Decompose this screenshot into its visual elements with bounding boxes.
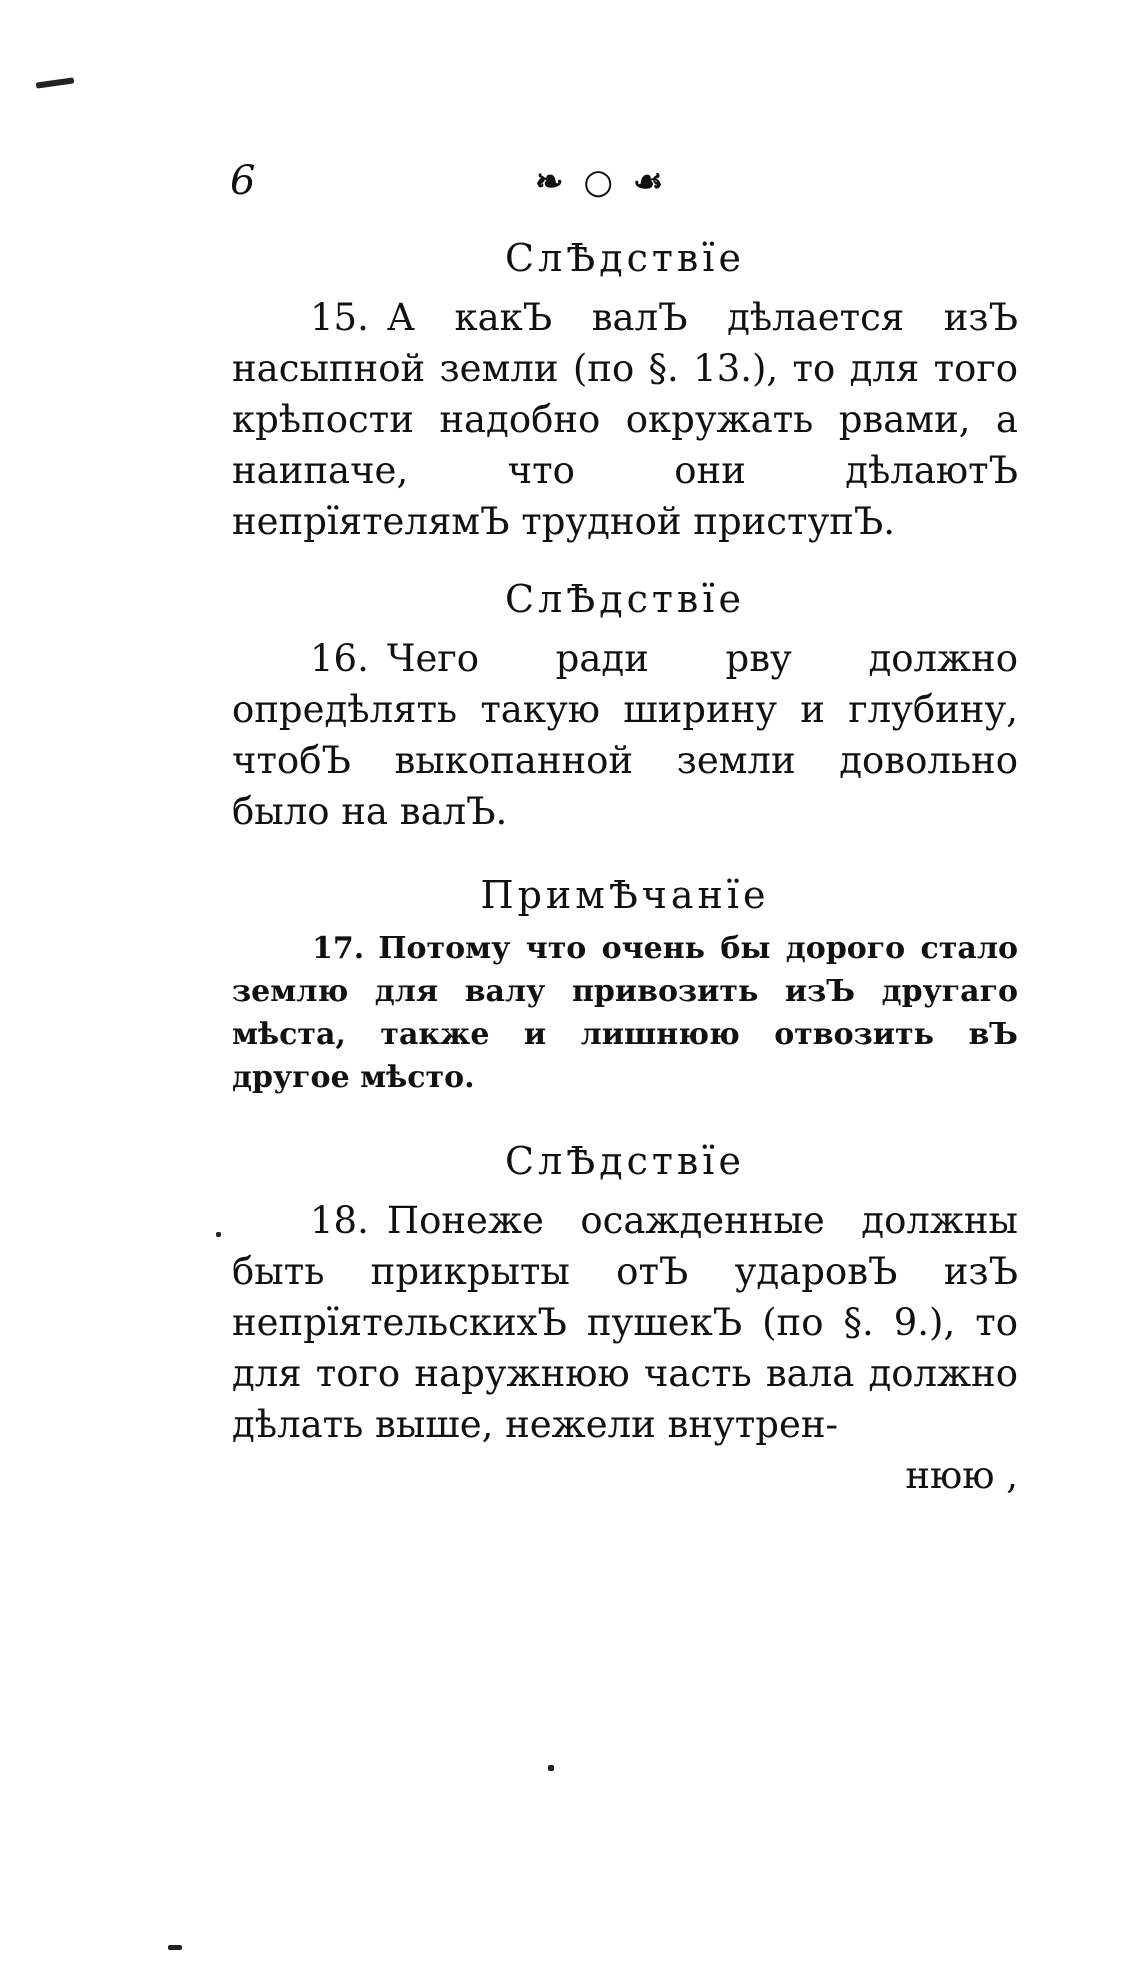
note-heading: ПримѢчанїе: [480, 873, 770, 917]
note-text: Потому что очень бы дорого стало землю для валу привозить изЪ другаго мѣста, также и лишнюю отвозить вЪ другое мѣсто.: [232, 931, 1018, 1095]
catchword: нюю ,: [905, 1454, 1018, 1497]
section-paragraph: [232, 292, 1018, 547]
ink-speck: [216, 1232, 221, 1237]
section-number: 16.: [310, 637, 369, 680]
section-number: 15.: [310, 296, 369, 339]
note-paragraph: [232, 927, 1018, 1099]
section-text: А какЪ валЪ дѣлается изЪ насыпной земли (по §. 13.), то для того крѣпости надобно окружать рвами, а наипаче, что они дѣлаютЪ непрїятелямЪ трудной приступЪ.: [232, 296, 1018, 543]
section-text: Понеже осажденные должны быть прикрыты отЪ ударовЪ изЪ непрїятельскихЪ пушекЪ (по §. 9.), то для того наружнюю часть вала должно дѣлать выше, нежели внутрен-: [232, 1199, 1018, 1446]
ink-mark: [36, 77, 74, 88]
page-number: 6: [230, 158, 256, 204]
ink-speck: [168, 1945, 182, 1950]
section-heading: СлѢдствїе: [505, 577, 745, 621]
section-heading: СлѢдствїе: [505, 1139, 745, 1183]
ink-speck: [548, 1765, 554, 1771]
page-header: [230, 158, 1020, 218]
section-paragraph: [232, 633, 1018, 837]
section-number: 17.: [312, 931, 365, 966]
section-heading: СлѢдствїе: [505, 236, 745, 280]
section-text: Чего ради рву должно опредѣлять такую ширину и глубину, чтобЪ выкопанной земли довольно было на валЪ.: [232, 637, 1018, 833]
section-paragraph: [232, 1195, 1018, 1450]
header-ornament: ❧ ○ ☙: [535, 162, 668, 202]
page-body: [232, 236, 1018, 1501]
section-number: 18.: [310, 1199, 369, 1242]
